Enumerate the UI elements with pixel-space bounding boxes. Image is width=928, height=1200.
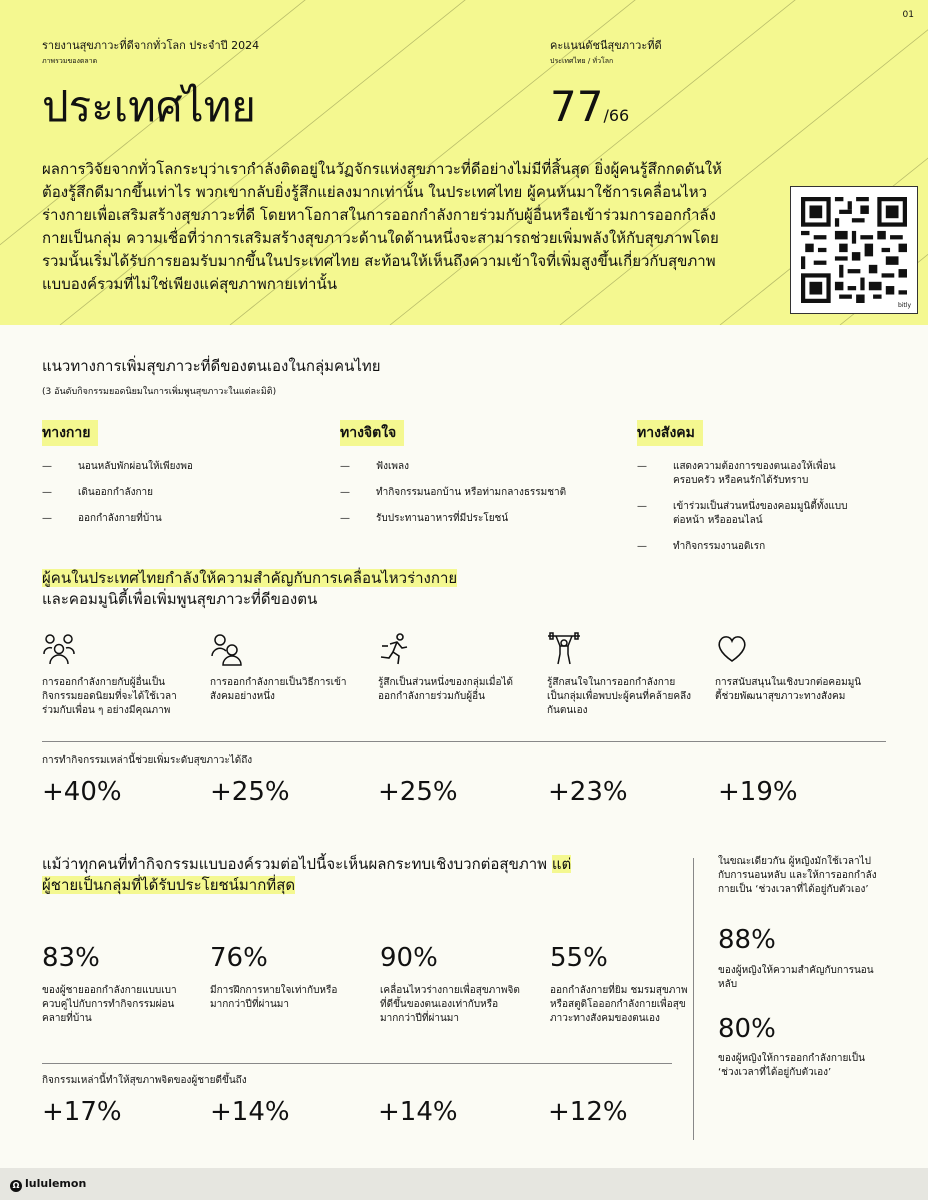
increase-value: +25% [378,777,458,807]
increase-value: +19% [718,777,798,807]
insight-item [547,632,697,718]
footer [0,1168,928,1200]
section-wellbeing-ways-subtitle: (3 อันดับกิจกรรมยอดนิยมในการเพิ่มพูนสุขภาวะในแต่ละมิติ) [42,387,277,397]
insight-item [210,632,360,704]
section-men-title [42,854,602,896]
list-item: — ฟังเพลง [340,460,590,474]
qr-code[interactable] [790,186,918,314]
qr-tag: bitly [897,302,911,309]
men-increase-value: +14% [378,1097,458,1127]
list-item: — นอนหลับพักผ่อนให้เพียงพอ [42,460,292,474]
insight-text: การออกกำลังกายกับผู้อื่นเป็นกิจกรรมยอดนิยมที่จะได้ใช้เวลาร่วมกับเพื่อน ๆ อย่างมีคุณภาพ [42,677,177,716]
men-increase-value: +14% [210,1097,290,1127]
score-label: คะแนนดัชนีสุขภาวะที่ดี [550,39,662,52]
list-item: — เข้าร่วมเป็นส่วนหนึ่งของคอมมูนิตี้ทั้งแบบต่อหน้า หรือออนไลน์ [637,500,857,528]
score-max: /66 [603,106,630,125]
divider [42,741,886,742]
title-highlight: แต่ผู้ชายเป็นกลุ่มที่ได้รับประโยชน์มากที่สุด [42,855,572,894]
stat-text: เคลื่อนไหวร่างกายเพื่อสุขภาพจิตที่ดีขึ้นของตนเองเท่ากับหรือมากกว่าปีที่ผ่านมา [380,985,520,1024]
country-title: ประเทศไทย [42,82,256,131]
column-mental [340,420,590,538]
men-increase-value: +12% [548,1097,628,1127]
increase-label: การทำกิจกรรมเหล่านี้ช่วยเพิ่มระดับสุขภาวะได้ถึง [42,755,253,766]
list-item: — เดินออกกำลังกาย [42,486,292,500]
brand-logo[interactable] [10,1177,86,1192]
insight-item [378,632,528,704]
women-intro: ในขณะเดียวกัน ผู้หญิงมักใช้เวลาไปกับการนอนหลับ และให้การออกกำลังกายเป็น ‘ช่วงเวลาที่ได้อยู่กับตัวเอง’ [718,856,877,895]
people-group-icon [42,632,76,666]
stat-value: 83% [42,943,100,973]
wellbeing-score [550,82,629,132]
running-person-icon [378,632,412,666]
title-rest: และคอมมูนิตี้เพื่อเพิ่มพูนสุขภาวะที่ดีของตน [42,590,318,608]
column-heading: ทางกาย [42,420,98,446]
insight-text: การสนับสนุนในเชิงบวกต่อคอมมูนิตี้ช่วยพัฒนาสุขภาวะทางสังคม [715,677,862,702]
stat-text: มีการฝึกการหายใจเท่ากับหรือมากกว่าปีที่ผ่านมา [210,985,338,1010]
column-physical [42,420,292,538]
report-title: รายงานสุขภาวะที่ดีจากทั่วโลก ประจำปี 2024 [42,39,260,52]
heart-icon [715,632,749,666]
insight-text: การออกกำลังกายเป็นวิธีการเข้าสังคมอย่างหนึ่ง [210,677,347,702]
lululemon-logo-icon: Ω [10,1180,22,1192]
list-item: — รับประทานอาหารที่มีประโยชน์ [340,512,590,526]
men-increase-label: กิจกรรมเหล่านี้ทำให้สุขภาพจิตของผู้ชายดีขึ้นถึง [42,1075,247,1086]
women-stat-text: ของผู้หญิงให้การออกกำลังกายเป็น ‘ช่วงเวลาที่ได้อยู่กับตัวเอง’ [718,1053,865,1078]
report-subtitle: ภาพรวมของตลาด [42,57,98,65]
men-increase-value: +17% [42,1097,122,1127]
increase-value: +23% [548,777,628,807]
score-subtitle: ประเทศไทย / ทั่วโลก [550,57,614,65]
list-item: — ทำกิจกรรมนอกบ้าน หรือท่ามกลางธรรมชาติ [340,486,590,500]
insight-item [715,632,865,704]
qr-code-icon [801,197,907,303]
hero-banner [0,0,928,325]
women-stat-value: 88% [718,925,776,955]
page-number: 01 [902,10,914,20]
women-stat-text: ของผู้หญิงให้ความสำคัญกับการนอนหลับ [718,965,874,990]
section-movement-title [42,568,662,610]
section-wellbeing-ways-title: แนวทางการเพิ่มสุขภาวะที่ดีของตนเองในกลุ่มคนไทย [42,357,381,375]
brand-name: lululemon [25,1177,87,1190]
insight-item [42,632,192,718]
list-item: — แสดงความต้องการของตนเองให้เพื่อนครอบครัว หรือคนรักได้รับทราบ [637,460,857,488]
title-plain: แม้ว่าทุกคนที่ทำกิจกรรมแบบองค์รวมต่อไปนี้จะเห็นผลกระทบเชิงบวกต่อสุขภาพ [42,855,552,873]
title-highlight: ผู้คนในประเทศไทยกำลังให้ความสำคัญกับการเคลื่อนไหวร่างกาย [42,569,458,587]
increase-value: +25% [210,777,290,807]
column-social [637,420,857,566]
list-item: — ทำกิจกรรมงานอดิเรก [637,540,857,554]
weightlifter-icon [547,632,581,666]
stat-text: ออกกำลังกายที่ยิม ชมรมสุขภาพ หรือสตูดิโอออกกำลังกายเพื่อสุขภาวะทางสังคมของตนเอง [550,985,688,1024]
divider [42,1063,672,1064]
intro-paragraph: ผลการวิจัยจากทั่วโลกระบุว่าเรากำลังติดอยู่ในวัฏจักรแห่งสุขภาวะที่ดีอย่างไม่มีที่สิ้นสุด ยิ่งผู้คนรู้สึกกดดันให้ต้องรู้สึกดีมากขึ้นเท่าไร พวกเขากลับยิ่งรู้สึกแย่ลงมากเท่านั้น ในประเทศไทย ผู้คนหันมาใช้การเคลื่อนไหวร่างกายเพื่อเสริมสร้างสุขภาวะที่ดี โดยหาโอกาสในการออกกำลังกายร่วมกับผู้อื่นหรือเข้าร่วมการออกกำลังกายเป็นกลุ่ม ความเชื่อที่ว่าการเสริมสร้างสุขภาวะด้านใดด้านหนึ่งจะสามารถช่วยเพิ่มพลังให้กับสุขภาพโดยรวมนั้นเริ่มได้รับการยอมรับมากขึ้นในประเทศไทย สะท้อนให้เห็นถึงความเข้าใจที่เพิ่มสูงขึ้นเกี่ยวกับสุขภาพแบบองค์รวมที่ไม่ใช่เพียงแค่สุขภาพกายเท่านั้น [42,160,722,293]
two-people-icon [210,632,244,666]
list-item: — ออกกำลังกายที่บ้าน [42,512,292,526]
insight-text: รู้สึกเป็นส่วนหนึ่งของกลุ่มเมื่อได้ออกกำลังกายร่วมกับผู้อื่น [378,677,514,702]
stat-text: ของผู้ชายออกกำลังกายแบบเบา ควบคู่ไปกับการทำกิจกรรมผ่อนคลายที่บ้าน [42,985,177,1024]
column-heading: ทางจิตใจ [340,420,404,446]
insight-text: รู้สึกสนใจในการออกกำลังกายเป็นกลุ่มเพื่อพบปะผู้คนที่คล้ายคลึงกันตนเอง [547,677,692,716]
stat-value: 90% [380,943,438,973]
increase-value: +40% [42,777,122,807]
stat-value: 76% [210,943,268,973]
column-heading: ทางสังคม [637,420,703,446]
score-value: 77 [550,82,604,131]
women-stat-value: 80% [718,1014,776,1044]
stat-value: 55% [550,943,608,973]
vertical-divider [693,858,694,1140]
